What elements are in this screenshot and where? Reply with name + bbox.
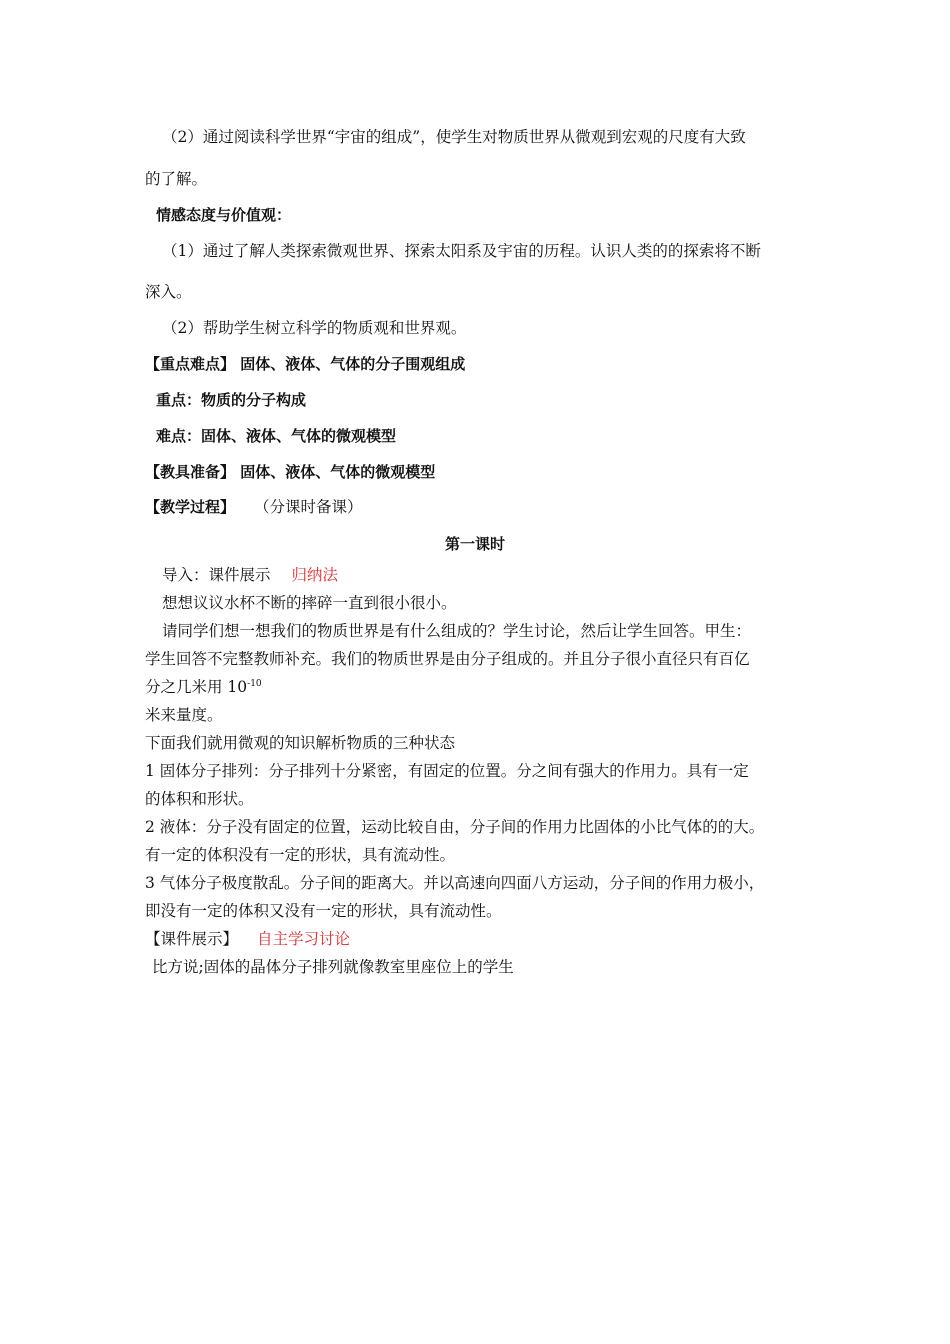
state-3-line-2: 即没有一定的体积又没有一定的形状，具有流动性。 <box>145 902 502 920</box>
paragraph-2-line-3-text: 分之几米用 10 <box>145 678 248 696</box>
state-1-line-2: 的体积和形状。 <box>145 790 254 808</box>
state-3-line-1: 3 气体分子极度散乱。分子间的距离大。并以高速向四面八方运动，分子间的作用力极小， <box>145 874 765 892</box>
process-note: （分课时备课） <box>253 498 363 516</box>
courseware-method: 自主学习讨论 <box>256 930 350 948</box>
attitude-item-1-line-1: （1）通过了解人类探索微观世界、探索太阳系及宇宙的历程。认识人类的的探索将不断 <box>162 242 761 260</box>
state-2-line-1: 2 液体：分子没有固定的位置，运动比较自由，分子间的作用力比固体的小比气体的的大。 <box>145 818 765 836</box>
focus-line: 重点：物质的分子构成 <box>156 391 307 409</box>
paragraph-2-line-4: 米来量度。 <box>145 706 223 724</box>
process-line <box>145 497 362 517</box>
attitude-item-2: （2）帮助学生树立科学的物质观和世界观。 <box>162 319 467 337</box>
paragraph-2-line-1: 请同学们想一想我们的物质世界是有什么组成的？学生讨论，然后让学生回答。甲生： <box>162 622 752 640</box>
process-heading: 【教学过程】 <box>145 498 236 516</box>
paragraph-1: 想想议议水杯不断的摔碎一直到很小很小。 <box>162 594 457 612</box>
attitude-heading: 情感态度与价值观： <box>156 206 292 224</box>
courseware-line <box>145 929 350 949</box>
paragraph-2-line-2: 学生回答不完整教师补充。我们的物质世界是由分子组成的。并且分子很小直径只有百亿 <box>145 650 750 668</box>
paragraph-3: 下面我们就用微观的知识解析物质的三种状态 <box>145 734 456 752</box>
state-1-line-1: 1 固体分子排列：分子排列十分紧密，有固定的位置。分之间有强大的作用力。具有一定 <box>145 762 749 780</box>
attitude-item-1-line-2: 深入。 <box>145 283 192 301</box>
materials-heading: 【教具准备】 固体、液体、气体的微观模型 <box>145 463 436 481</box>
goal-item-2-line-2: 的了解。 <box>145 170 208 188</box>
example-line: 比方说;固体的晶体分子排列就像教室里座位上的学生 <box>152 958 514 976</box>
state-2-line-2: 有一定的体积没有一定的形状，具有流动性。 <box>145 846 456 864</box>
difficulty-line: 难点：固体、液体、气体的微观模型 <box>156 427 397 445</box>
key-difficulty-heading: 【重点难点】 固体、液体、气体的分子围观组成 <box>145 355 466 373</box>
intro-label: 导入：课件展示 <box>162 566 271 584</box>
lesson-title: 第一课时 <box>444 535 505 553</box>
exponent: -10 <box>247 679 262 689</box>
intro-line <box>162 565 338 585</box>
intro-method: 归纳法 <box>291 566 338 584</box>
goal-item-2-line-1: （2）通过阅读科学世界“宇宙的组成”，使学生对物质世界从微观到宏观的尺度有大致 <box>162 128 746 146</box>
courseware-label: 【课件展示】 <box>145 930 239 948</box>
paragraph-2-line-3 <box>145 677 262 697</box>
